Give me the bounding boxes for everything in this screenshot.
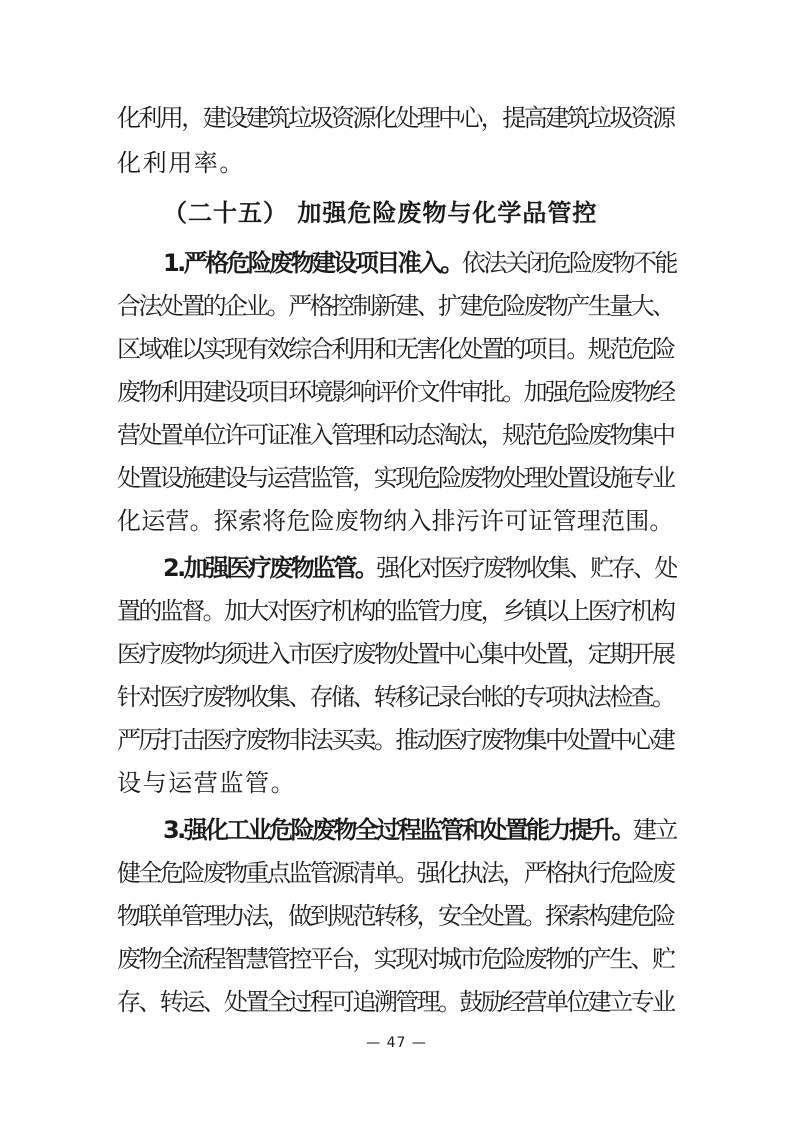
text-line: 化利用率。	[117, 149, 245, 177]
paragraph-1-first-line	[163, 248, 677, 278]
text-line: 置的监督。加大对医疗机构的监管力度，乡镇以上医疗机构	[117, 597, 674, 625]
text-line: 存、转运、处置全过程可追溯管理。鼓励经营单位建立专业	[117, 988, 674, 1016]
paragraph-1-first-rest: 依法关闭危险废物不能	[461, 249, 676, 277]
paragraph-2-first-rest: 强化对医疗废物收集、贮存、处	[376, 554, 676, 582]
paragraph-3-first-rest: 建立	[633, 816, 676, 844]
text-line: 设与运营监管。	[117, 769, 297, 797]
text-line: 营处置单位许可证准入管理和动态淘汰，规范危险废物集中	[117, 421, 674, 449]
text-line: 严厉打击医疗废物非法买卖。推动医疗废物集中处置中心建	[117, 726, 674, 754]
paragraph-3-first-line	[163, 815, 677, 845]
section-heading: （二十五） 加强危险废物与化学品管控	[163, 199, 598, 227]
text-line: 区域难以实现有效综合利用和无害化处置的项目。规范危险	[117, 335, 674, 363]
text-line: 合法处置的企业。严格控制新建、扩建危险废物产生量大、	[117, 292, 674, 320]
paragraph-2-first-line	[163, 553, 677, 583]
text-line: 医疗废物均须进入市医疗废物处置中心集中处置，定期开展	[117, 640, 674, 668]
paragraph-3-lead: 3.强化工业危险废物全过程监管和处置能力提升。	[163, 816, 634, 844]
text-line: 化利用，建设建筑垃圾资源化处理中心，提高建筑垃圾资源	[117, 104, 674, 132]
text-line: 废物全流程智慧管控平台，实现对城市危险废物的产生、贮	[117, 945, 674, 973]
text-line: 物联单管理办法，做到规范转移，安全处置。探索构建危险	[117, 902, 674, 930]
page-number: — 47 —	[366, 1035, 427, 1051]
text-line: 化运营。探索将危险废物纳入排污许可证管理范围。	[117, 507, 674, 535]
text-line: 处置设施建设与运营监管，实现危险废物处理处置设施专业	[117, 464, 674, 492]
text-line: 废物利用建设项目环境影响评价文件审批。加强危险废物经	[117, 378, 674, 406]
text-line: 针对医疗废物收集、存储、转移记录台帐的专项执法检查。	[117, 683, 674, 711]
paragraph-1-lead: 1.严格危险废物建设项目准入。	[163, 249, 462, 277]
paragraph-2-lead: 2.加强医疗废物监管。	[163, 554, 377, 582]
text-line: 健全危险废物重点监管源清单。强化执法，严格执行危险废	[117, 859, 674, 887]
